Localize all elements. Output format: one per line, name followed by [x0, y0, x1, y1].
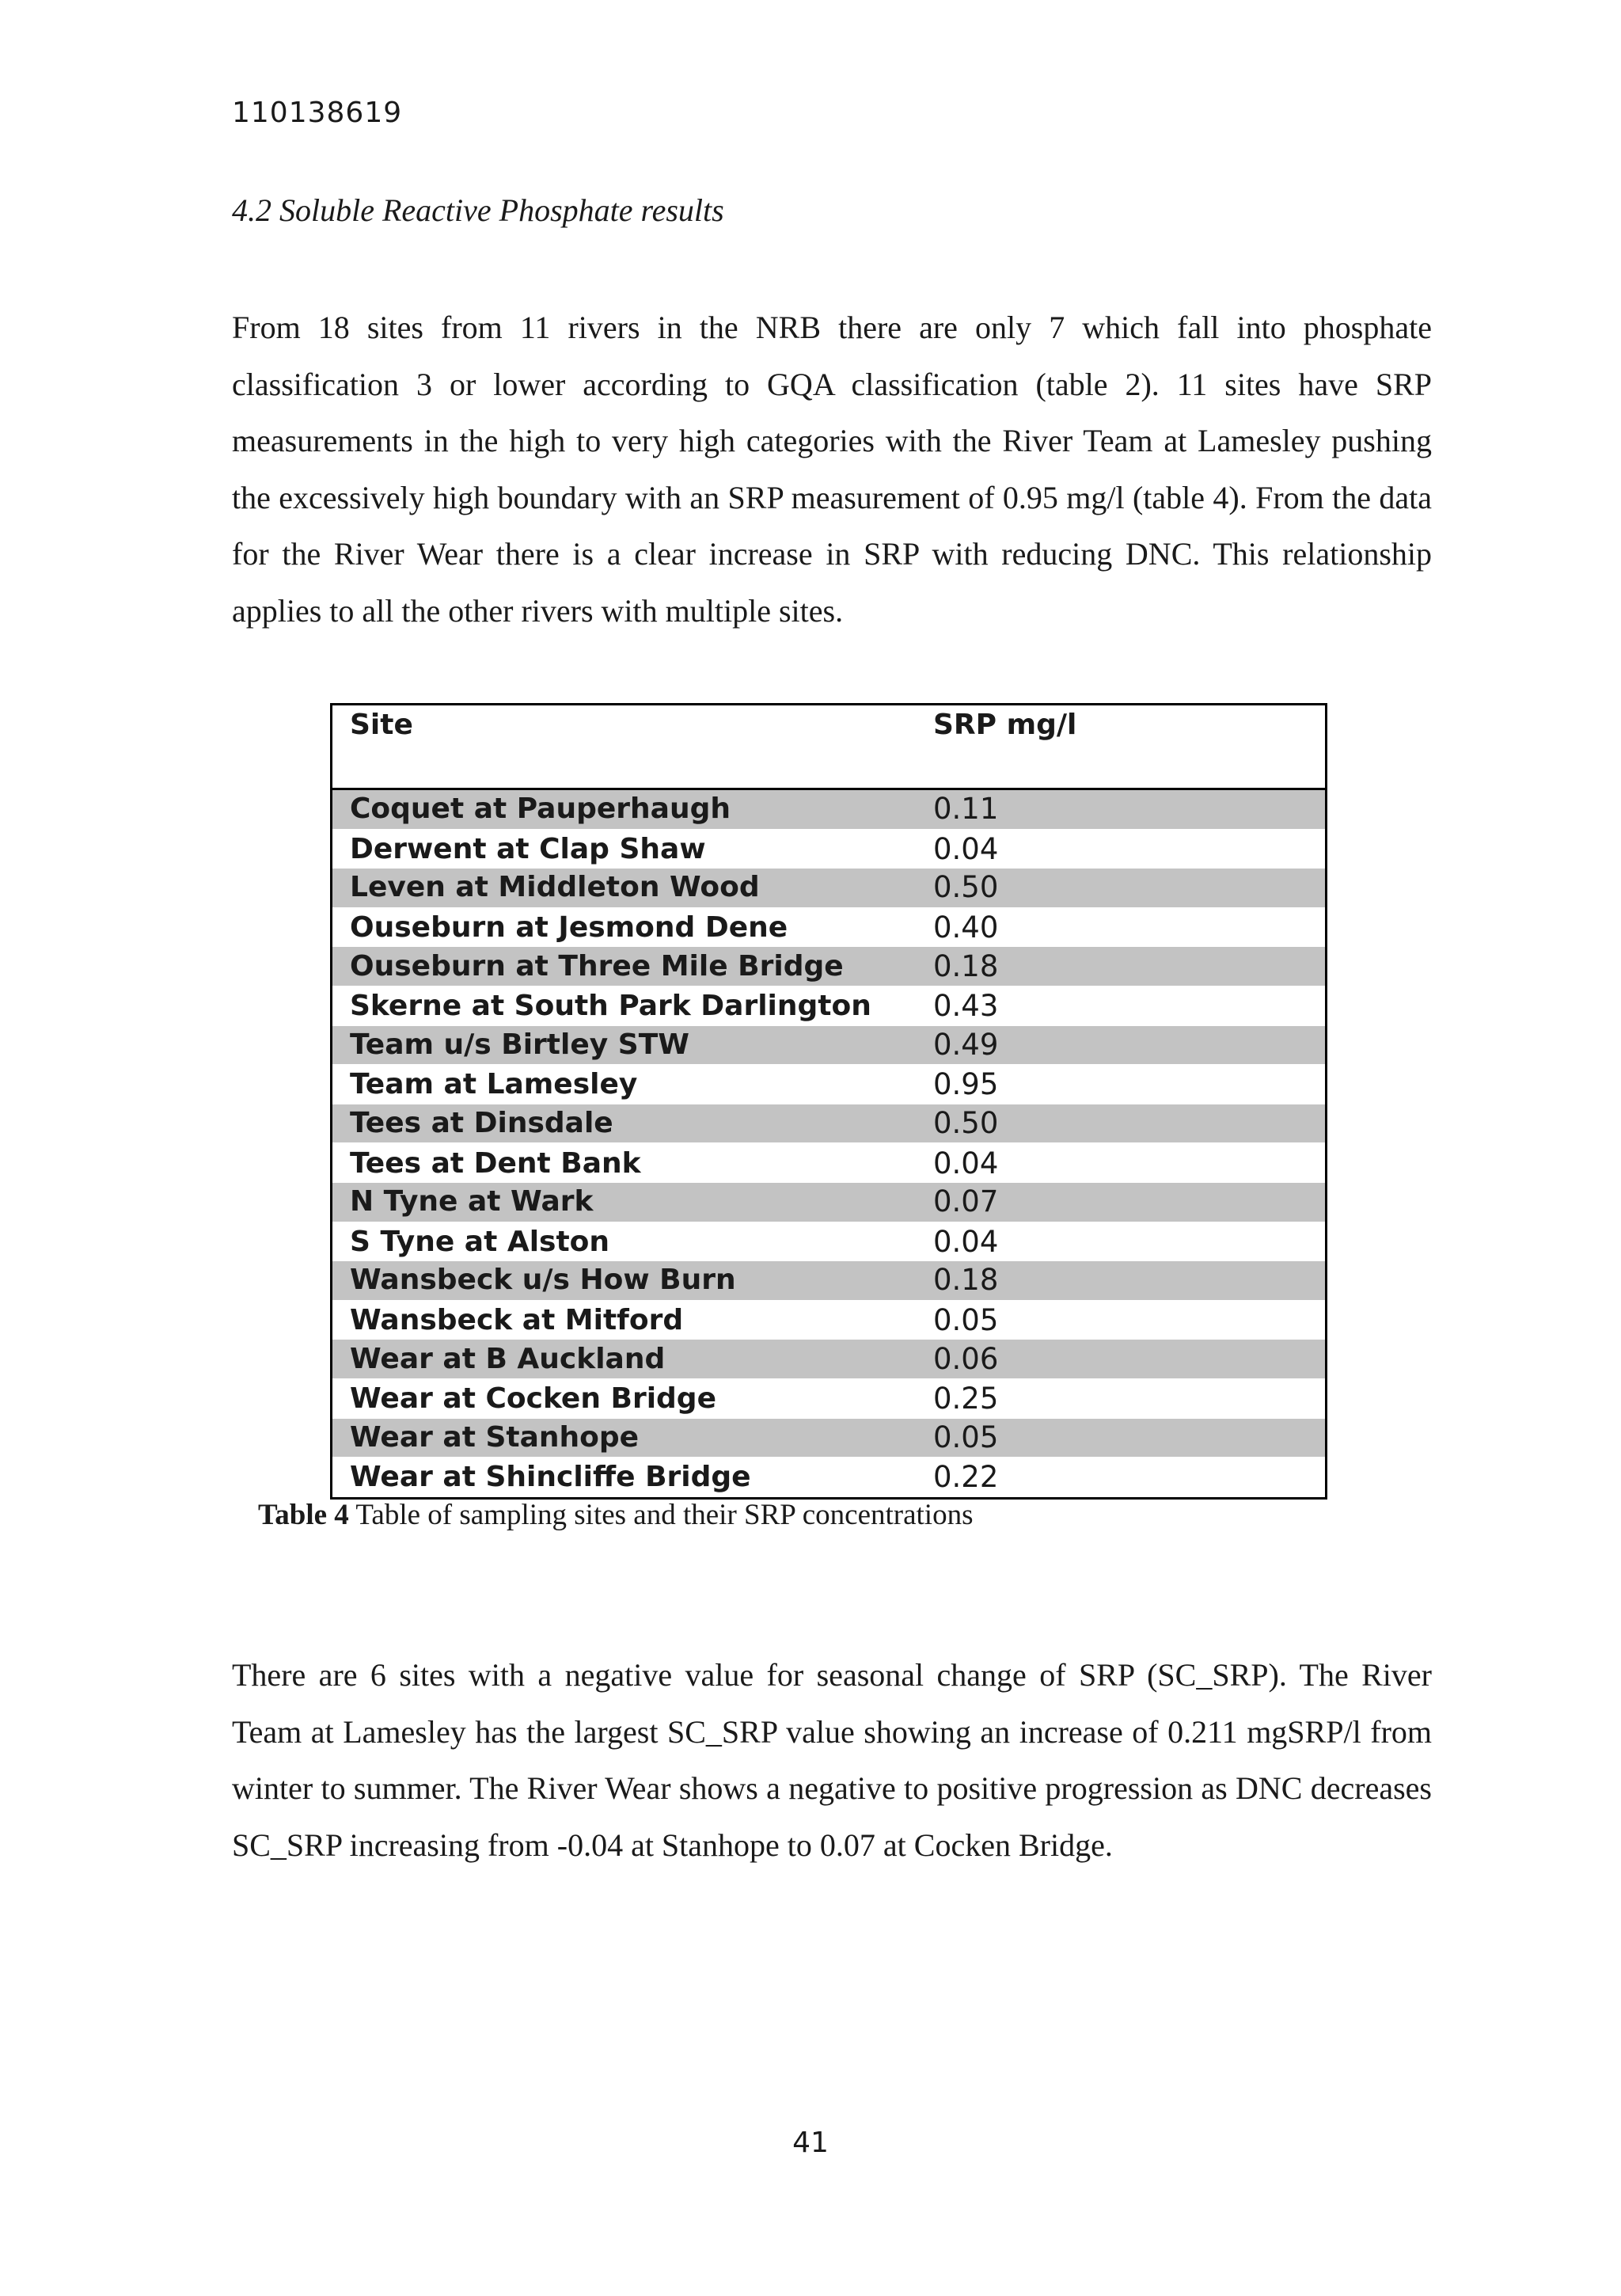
- table-row: [332, 1261, 1327, 1301]
- table-row: [332, 830, 1327, 869]
- srp-table: [330, 703, 1327, 1500]
- table-row: [332, 908, 1327, 948]
- body-paragraph-seasonal-change: There are 6 sites with a negative value for seasonal change of SRP (SC_SRP). The River Team at Lamesley has the largest SC_SRP value showing an increase of 0.211 mgSRP/l from winter to summer. The River Wear shows a negative to positive progression as DNC decreases SC_SRP increasing from -0.04 at Stanhope to 0.07 at Cocken Bridge.: [232, 1657, 1432, 1863]
- table-row: [332, 1104, 1327, 1144]
- srp-value-cell: 0.22: [933, 1460, 999, 1495]
- srp-value-cell: 0.06: [916, 1340, 1327, 1379]
- site-cell: Ouseburn at Three Mile Bridge: [332, 947, 917, 986]
- srp-value-cell: 0.95: [933, 1067, 999, 1102]
- table-row: [332, 1222, 1327, 1262]
- table-row: [332, 1458, 1327, 1498]
- srp-value-cell: 0.05: [916, 1419, 1327, 1458]
- table-row: [332, 869, 1327, 908]
- table-row: [332, 1379, 1327, 1419]
- srp-value-cell: 0.50: [916, 869, 1327, 908]
- table-row: [332, 1301, 1327, 1340]
- table-row: [332, 1143, 1327, 1183]
- site-cell: S Tyne at Alston: [350, 1225, 610, 1258]
- table-caption-text: Table of sampling sites and their SRP concentrations: [348, 1499, 974, 1531]
- srp-value-cell: 0.05: [933, 1303, 999, 1338]
- column-header-srp: SRP mg/l: [916, 705, 1327, 789]
- table-row: [332, 1419, 1327, 1458]
- srp-value-cell: 0.18: [916, 947, 1327, 986]
- table-row: [332, 1340, 1327, 1379]
- site-cell: Team at Lamesley: [350, 1068, 638, 1101]
- table-row: [332, 986, 1327, 1026]
- site-cell: Coquet at Pauperhaugh: [332, 789, 917, 830]
- srp-value-cell: 0.43: [933, 989, 999, 1024]
- table-row: [332, 1026, 1327, 1066]
- site-cell: Wear at Shincliffe Bridge: [350, 1461, 751, 1494]
- srp-value-cell: 0.07: [916, 1183, 1327, 1222]
- site-cell: Wansbeck u/s How Burn: [332, 1261, 917, 1301]
- site-cell: Derwent at Clap Shaw: [350, 832, 706, 865]
- site-cell: Wear at B Auckland: [332, 1340, 917, 1379]
- srp-value-cell: 0.50: [916, 1104, 1327, 1144]
- body-paragraph-srp-overview: From 18 sites from 11 rivers in the NRB there are only 7 which fall into phosphate classification 3 or lower according to GQA classification (table 2). 11 sites have SRP measurements in the high to very high categories with the River Team at Lamesley pushing the excessively high boundary with an SRP measurement of 0.95 mg/l (table 4). From the data for the River Wear there is a clear increase in SRP with reducing DNC. This relationship applies to all the other rivers with multiple sites.: [232, 310, 1432, 629]
- site-cell: N Tyne at Wark: [332, 1183, 917, 1222]
- page-number: 41: [792, 2127, 829, 2159]
- srp-value-cell: 0.18: [916, 1261, 1327, 1301]
- srp-value-cell: 0.11: [916, 789, 1327, 830]
- table-row: [332, 789, 1327, 830]
- srp-value-cell: 0.04: [933, 831, 999, 866]
- table-caption-label: Table 4: [258, 1499, 349, 1531]
- site-cell: Ouseburn at Jesmond Dene: [350, 911, 788, 945]
- table-header-row: [332, 705, 1327, 789]
- site-cell: Wansbeck at Mitford: [350, 1304, 684, 1337]
- table-body: [332, 789, 1327, 1499]
- site-cell: Wear at Stanhope: [332, 1419, 917, 1458]
- column-header-site: Site: [332, 705, 917, 789]
- table-row: [332, 1065, 1327, 1104]
- site-cell: Skerne at South Park Darlington: [350, 990, 871, 1023]
- srp-value-cell: 0.49: [916, 1026, 1327, 1066]
- section-title: 4.2 Soluble Reactive Phosphate results: [232, 192, 724, 228]
- srp-value-cell: 0.04: [933, 1224, 999, 1259]
- document-id: 110138619: [232, 97, 403, 129]
- srp-value-cell: 0.25: [933, 1382, 999, 1416]
- table-caption: [258, 1498, 973, 1532]
- srp-value-cell: 0.04: [933, 1146, 999, 1180]
- site-cell: Tees at Dinsdale: [332, 1104, 917, 1144]
- site-cell: Tees at Dent Bank: [350, 1146, 641, 1180]
- table-row: [332, 1183, 1327, 1222]
- table-row: [332, 947, 1327, 986]
- site-cell: Team u/s Birtley STW: [332, 1026, 917, 1066]
- srp-value-cell: 0.40: [933, 910, 999, 945]
- site-cell: Leven at Middleton Wood: [332, 869, 917, 908]
- site-cell: Wear at Cocken Bridge: [350, 1382, 716, 1416]
